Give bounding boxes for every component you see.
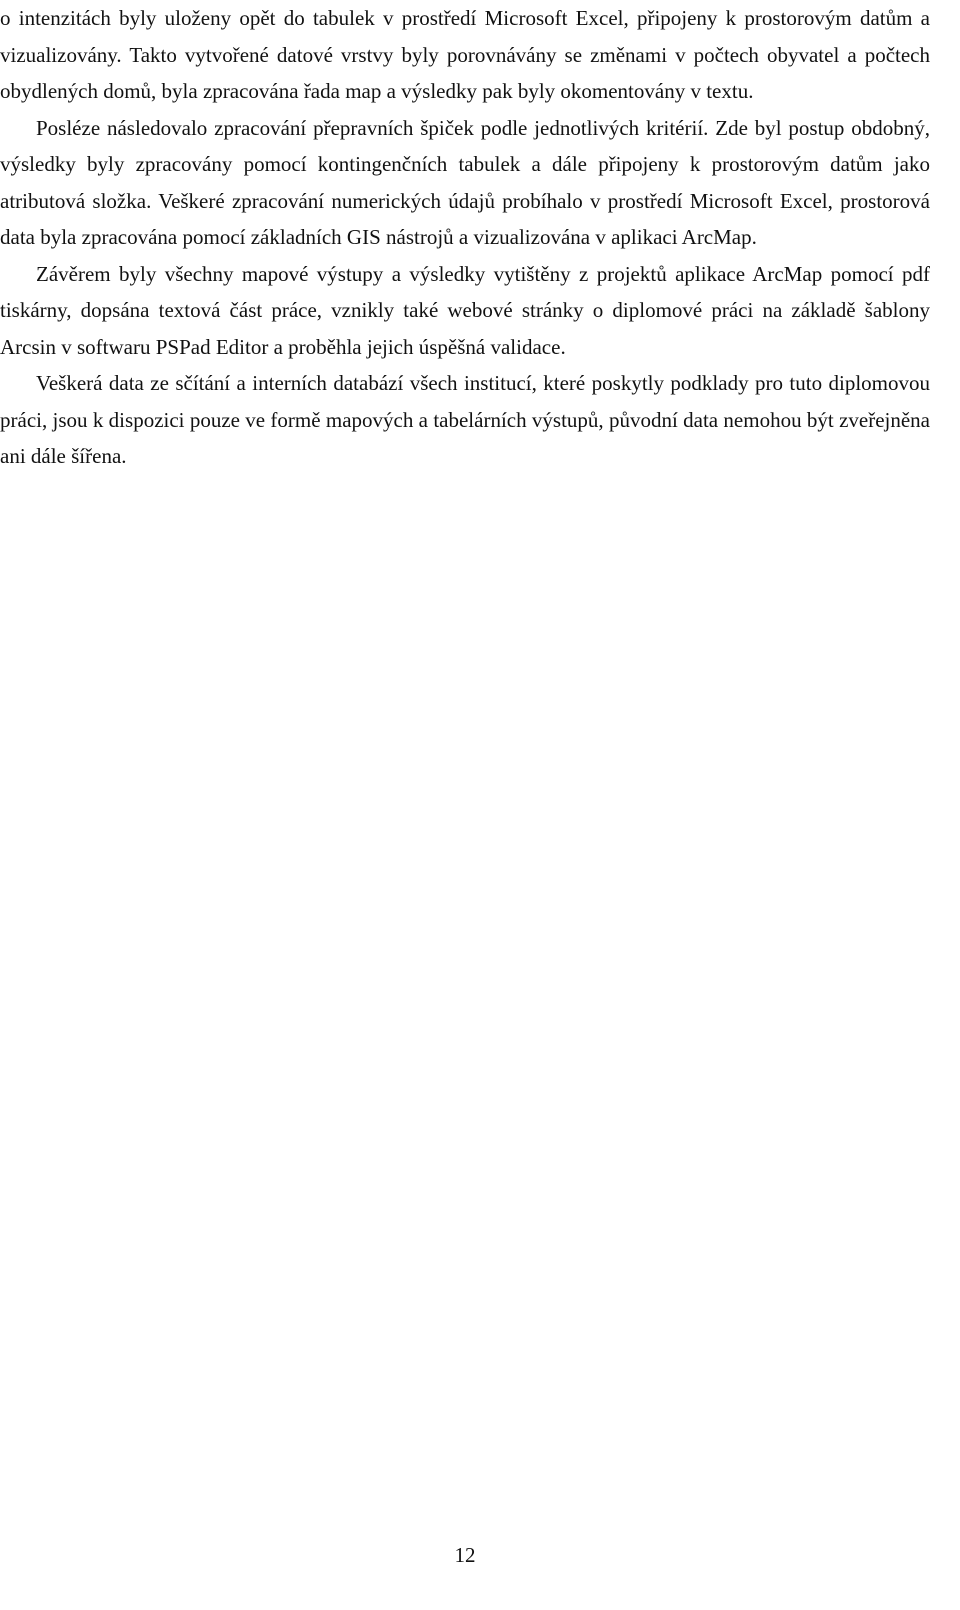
document-body: [0, 0, 930, 475]
paragraph-continuation: o intenzitách byly uloženy opět do tabulek v prostředí Microsoft Excel, připojeny k prostorovým datům a vizualizovány. Takto vytvořené datové vrstvy byly porovnávány se změnami v počtech obyvatel a počtech obydlených domů, byla zpracována řada map a výsledky pak byly okomentovány v textu.: [0, 6, 930, 103]
paragraph-conclusion-outputs: Závěrem byly všechny mapové výstupy a výsledky vytištěny z projektů aplikace ArcMap pomocí pdf tiskárny, dopsána textová část práce, vznikly také webové stránky o diplomové práci na základě šablony Arcsin v softwaru PSPad Editor a proběhla jejich úspěšná validace.: [0, 261, 930, 359]
paragraph-data-availability: Veškerá data ze sčítání a interních databází všech institucí, které poskytly podklady pro tuto diplomovou práci, jsou k dispozici pouze ve formě mapových a tabelárních výstupů, původní data nemohou být zveřejněna ani dále šířena.: [0, 371, 930, 468]
paragraph-transport-peaks: Posléze následovalo zpracování přepravních špiček podle jednotlivých kritérií. Zde byl postup obdobný, výsledky byly zpracovány pomocí kontingenčních tabulek a dále připojeny k prostorovým datům jako atributová složka. Veškeré zpracování numerických údajů probíhalo v prostředí Microsoft Excel, prostorová data byla zpracována pomocí základních GIS nástrojů a vizualizována v aplikaci ArcMap.: [0, 115, 930, 249]
page-number: 12: [454, 1543, 476, 1567]
